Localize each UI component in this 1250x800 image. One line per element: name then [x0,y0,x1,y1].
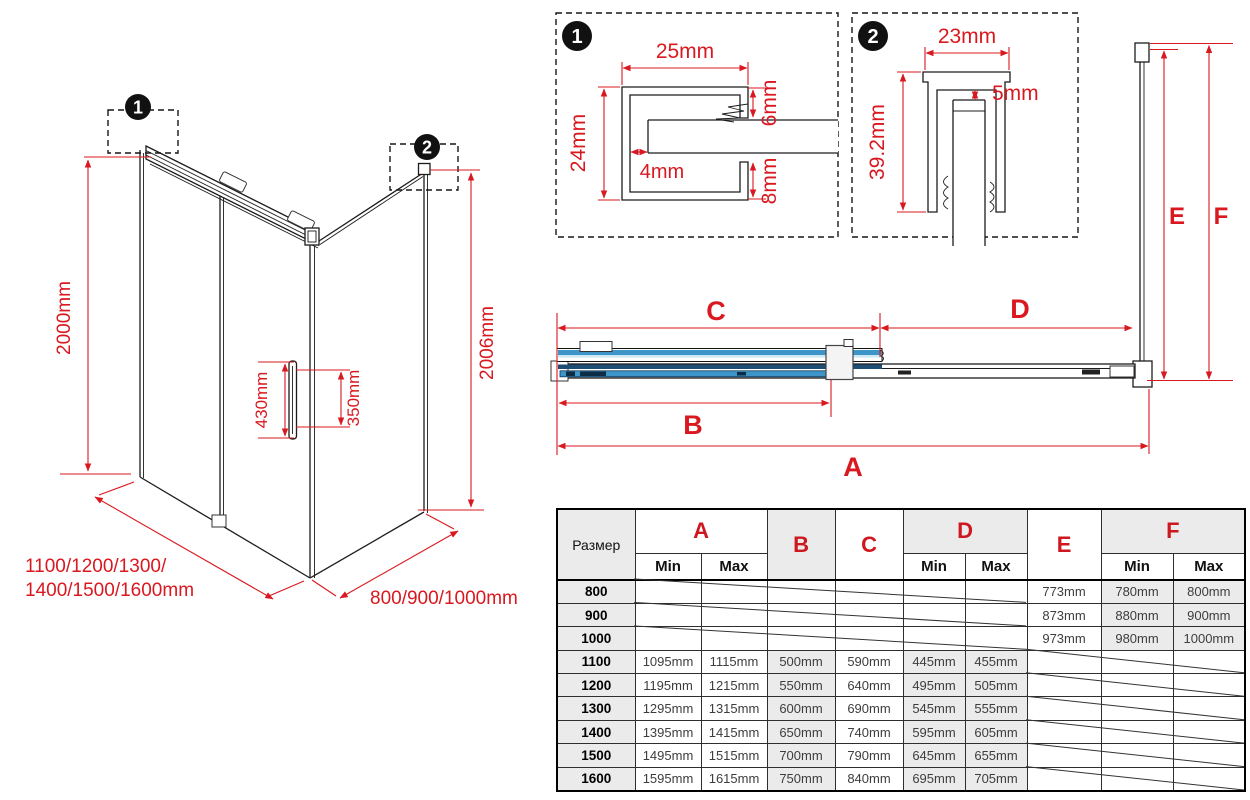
table-cell [1027,674,1101,697]
table-cell: 973mm [1027,627,1101,650]
seal-gasket [990,182,994,212]
table-row [557,650,1245,673]
dim-d-label: D [1010,294,1030,324]
row-size-label: 1500 [557,744,635,767]
dim-width-line1: 1100/1200/1300/ [25,556,167,577]
dim-width-line2: 1400/1500/1600mm [25,580,195,601]
table-cell: 880mm [1101,603,1173,626]
table-cell: 1295mm [635,697,701,720]
dim-depth: 800/900/1000mm [370,588,518,609]
table-cell: 655mm [965,744,1027,767]
table-cell [1027,650,1101,673]
dim-height-right: 2006mm [477,306,498,380]
dim-d1-wall: 4mm [639,161,685,183]
header-rail [146,146,318,245]
table-cell [635,580,701,603]
f-min-header: Min [1101,553,1173,580]
table-row [557,674,1245,697]
table-cell [903,580,965,603]
table-cell: 700mm [767,744,835,767]
table-cell: 495mm [903,674,965,697]
table-cell [965,580,1027,603]
a-min-header: Min [635,553,701,580]
table-cell [835,627,903,650]
dim-d2-height: 39.2mm [866,104,889,180]
table-cell [701,603,767,626]
table-cell [1027,720,1101,743]
row-size-label: 800 [557,580,635,603]
dim-d1-height: 24mm [567,113,590,173]
table-cell [965,603,1027,626]
dim-d2-gap: 5mm [992,82,1039,105]
row-size-label: 1300 [557,697,635,720]
table-row [557,697,1245,720]
table-cell: 750mm [767,767,835,790]
table-cell: 545mm [903,697,965,720]
table-cell [1173,720,1245,743]
table-row [557,767,1245,790]
dim-d1-width: 25mm [655,40,715,63]
d-max-header: Max [965,553,1027,580]
table-cell: 650mm [767,720,835,743]
table-cell: 780mm [1101,580,1173,603]
dim-a-label: A [843,452,863,482]
table-cell [767,627,835,650]
wall-bracket [826,346,853,380]
col-header-b: B [767,509,835,580]
detail-2-dimensions [866,25,1039,212]
table-cell [635,603,701,626]
table-row [557,627,1245,650]
dim-f-label: F [1213,203,1229,230]
panel-top-cap [419,164,431,175]
table-cell: 800mm [1173,580,1245,603]
col-header-c: C [835,509,903,580]
table-cell: 1315mm [701,697,767,720]
plan-dimensions [557,44,1233,483]
table-cell [1101,744,1173,767]
size-column-header: Размер [557,509,635,580]
table-cell: 455mm [965,650,1027,673]
table-cell: 1215mm [701,674,767,697]
dim-d1-gap-bottom: 8mm [758,157,781,205]
table-cell: 900mm [1173,603,1245,626]
table-cell: 600mm [767,697,835,720]
dim-c-label: C [706,296,726,326]
d-min-header: Min [903,553,965,580]
col-header-a: A [635,509,767,553]
glass-panel [953,100,985,246]
table-cell: 505mm [965,674,1027,697]
table-cell: 605mm [965,720,1027,743]
table-cell: 1595mm [635,767,701,790]
dimension-table [556,508,1246,792]
table-cell [965,627,1027,650]
dim-height-left: 2000mm [54,281,75,355]
table-cell [767,603,835,626]
table-cell: 550mm [767,674,835,697]
table-cell [1027,697,1101,720]
dimension-table-wrap [556,508,1244,790]
row-size-label: 1400 [557,720,635,743]
table-cell [1173,744,1245,767]
table-cell: 773mm [1027,580,1101,603]
door-bottom-guide [212,515,226,527]
table-cell: 1000mm [1173,627,1245,650]
corner-block [1133,361,1152,387]
table-cell [903,603,965,626]
detail-2-number: 2 [867,26,879,48]
table-cell [1101,720,1173,743]
table-row [557,603,1245,626]
dim-d1-gap-top: 6mm [758,79,781,127]
dim-handle-outer: 430mm [252,371,271,429]
table-cell: 1195mm [635,674,701,697]
table-cell [1101,674,1173,697]
dim-b-label: B [683,410,703,440]
callout-1-number: 1 [132,97,144,118]
detail-1 [556,13,838,237]
table-cell: 740mm [835,720,903,743]
detail-2 [852,13,1078,246]
table-cell: 645mm [903,744,965,767]
table-cell [1173,674,1245,697]
table-cell: 980mm [1101,627,1173,650]
table-cell [1173,697,1245,720]
callout-2-number: 2 [421,137,433,158]
table-cell: 500mm [767,650,835,673]
table-cell [701,627,767,650]
col-header-e: E [1027,509,1101,580]
table-cell: 590mm [835,650,903,673]
a-max-header: Max [701,553,767,580]
seal-gasket [944,176,949,209]
table-cell: 595mm [903,720,965,743]
table-cell: 640mm [835,674,903,697]
dim-handle-inner: 350mm [344,369,363,427]
table-cell [1027,744,1101,767]
table-cell: 555mm [965,697,1027,720]
table-row [557,580,1245,603]
table-cell [1101,650,1173,673]
table-cell: 1115mm [701,650,767,673]
plan-view [551,43,1233,482]
table-cell: 790mm [835,744,903,767]
table-cell: 445mm [903,650,965,673]
row-size-label: 1000 [557,627,635,650]
table-cell: 873mm [1027,603,1101,626]
table-cell [767,580,835,603]
table-row [557,720,1245,743]
col-header-d: D [903,509,1027,553]
col-header-f: F [1101,509,1245,553]
dim-d2-width: 23mm [937,25,997,48]
table-cell [1027,767,1101,790]
table-cell [1173,767,1245,790]
table-cell: 1615mm [701,767,767,790]
row-size-label: 1600 [557,767,635,790]
table-cell: 1415mm [701,720,767,743]
table-cell [1173,650,1245,673]
table-cell: 695mm [903,767,965,790]
table-cell [635,627,701,650]
row-size-label: 900 [557,603,635,626]
table-cell: 1495mm [635,744,701,767]
f-max-header: Max [1173,553,1245,580]
rail-end-block [1110,366,1134,377]
glass-panel [648,120,838,153]
table-cell [835,580,903,603]
detail-1-number: 1 [571,26,583,48]
door-bracket [580,342,612,352]
isometric-view [25,94,518,609]
table-cell [701,580,767,603]
table-cell [1101,697,1173,720]
row-size-label: 1100 [557,650,635,673]
dim-e-label: E [1168,203,1186,230]
table-cell [835,603,903,626]
table-cell: 690mm [835,697,903,720]
table-cell: 1095mm [635,650,701,673]
table-cell: 705mm [965,767,1027,790]
table-cell: 1395mm [635,720,701,743]
table-cell [903,627,965,650]
table-cell: 840mm [835,767,903,790]
side-panel-cap [1135,43,1149,62]
table-row [557,744,1245,767]
table-cell: 1515mm [701,744,767,767]
row-size-label: 1200 [557,674,635,697]
table-cell [1101,767,1173,790]
